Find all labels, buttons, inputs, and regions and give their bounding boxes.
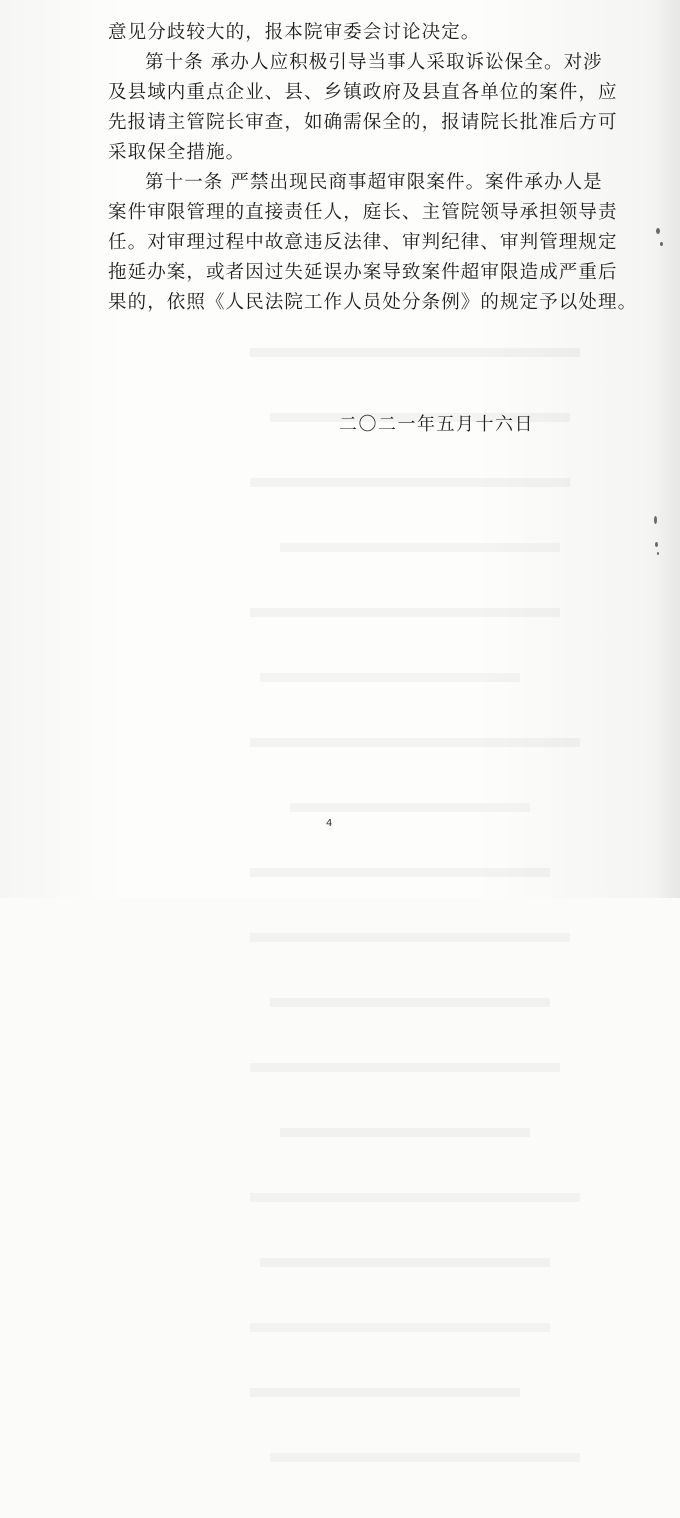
- text-line-10: 果的，依照《人民法院工作人员处分条例》的规定予以处理。: [108, 292, 638, 313]
- scan-speck: [660, 242, 663, 246]
- text-line-6: 第十一条 严禁出现民商事超审限案件。案件承办人是: [145, 172, 603, 193]
- text-line-5: 采取保全措施。: [108, 142, 246, 163]
- scan-speck: [656, 228, 660, 234]
- binding-shadow: [652, 0, 680, 898]
- page-number: 4: [326, 818, 333, 829]
- scan-speck: [657, 552, 659, 555]
- text-line-1: 意见分歧较大的，报本院审委会讨论决定。: [108, 22, 481, 43]
- scan-speck: [654, 516, 657, 524]
- text-line-2: 第十条 承办人应积极引导当事人采取诉讼保全。对涉: [145, 52, 603, 73]
- text-line-8: 任。对审理过程中故意违反法律、审判纪律、审判管理规定: [108, 232, 618, 253]
- document-date: 二〇二一年五月十六日: [339, 414, 534, 435]
- text-line-3: 及县域内重点企业、县、乡镇政府及县直各单位的案件，应: [108, 82, 618, 103]
- scan-speck: [655, 542, 658, 547]
- text-line-4: 先报请主管院长审查，如确需保全的，报请院长批准后方可: [108, 112, 618, 133]
- body-text: [108, 18, 638, 318]
- show-through-texture: [250, 300, 610, 820]
- text-line-7: 案件审限管理的直接责任人，庭长、主管院领导承担领导责: [108, 202, 618, 223]
- text-line-9: 拖延办案，或者因过失延误办案导致案件超审限造成严重后: [108, 262, 618, 283]
